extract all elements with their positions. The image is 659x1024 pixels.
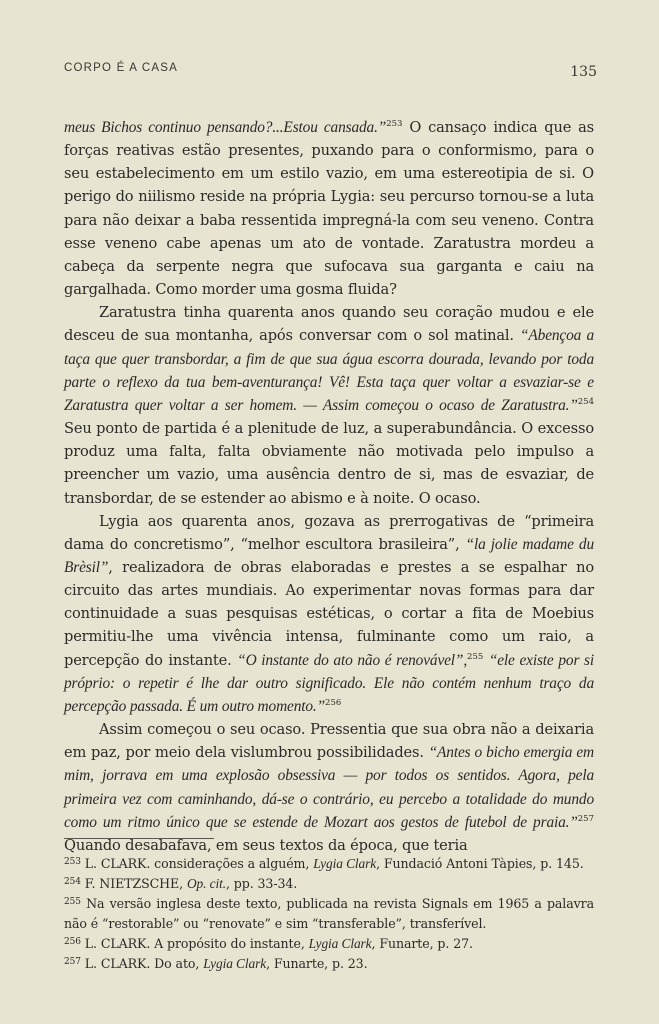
footnote-number: 255 — [64, 897, 81, 907]
text-run: , realizadora de obras elaboradas e prestes a se espalhar no circuito das artes mundiais. Ao experimentar novas formas para dar continuidade a suas pesquisas estéticas, o cortar a fita de Moebius permitiu-lhe uma vivência intensa, fulminante como um raio, a percepção do instante. — [64, 558, 594, 669]
footnote — [64, 874, 594, 894]
running-head: CORPO É A CASA — [64, 62, 178, 74]
footnote — [64, 954, 594, 974]
text-run: L. CLARK. A propósito do instante, — [80, 936, 309, 951]
text-run: Seu ponto de partida é a plenitude de luz, a superabundância. O excesso produz uma falta, falta obviamente não motivada pelo impulso a preencher um vazio, uma ausência dentro de si, mas de esvaziar, de transbordar, de se estender ao abismo e à noite. O ocaso. — [64, 420, 594, 507]
text-run: Na versão inglesa deste texto, publicada na revista Signals em 1965 a palavra não é “restorable” ou “renovate” e sim “transferable”, transferível. — [64, 896, 594, 931]
text-run: , Funarte, p. 27. — [371, 936, 473, 951]
paragraph — [64, 718, 594, 857]
paragraph — [64, 510, 594, 718]
footnote-number: 257 — [64, 957, 81, 967]
text-run: Lygia aos quarenta anos, gozava as prerrogativas de “primeira dama do concretismo”, “melhor escultora brasileira”, — [64, 512, 594, 553]
italic-text: “O instante do ato não é renovável”, — [237, 651, 468, 669]
text-run: , Fundació Antoni Tàpies, p. 145. — [376, 856, 584, 871]
italic-text: Op. cit. — [186, 876, 226, 891]
footnote — [64, 934, 594, 954]
italic-text: Lygia Clark — [203, 956, 267, 971]
footnote-number: 256 — [64, 937, 81, 947]
footnote-ref: 254 — [577, 396, 594, 407]
italic-text: Lygia Clark — [313, 856, 377, 871]
text-run: F. NIETZSCHE, — [80, 876, 187, 891]
footnotes — [64, 854, 594, 974]
italic-text: Lygia Clark — [308, 936, 372, 951]
text-run: L. CLARK. Do ato, — [80, 956, 204, 971]
text-run: O cansaço indica que as forças reativas estão presentes, puxando para o conformismo, para o seu estabelecimento em um estilo vazio, em uma estereotipia de si. O perigo do niilismo reside na própria Lygia: seu percurso tornou-se a luta para não deixar a baba ressentida impregná-la com seu veneno. Contra esse veneno cabe apenas um ato de vontade. Zaratustra mordeu a cabeça da serpente negra que sufocava sua garganta e caiu na gargalhada. Como morder uma gosma fluida? — [64, 119, 595, 299]
footnote-ref: 257 — [577, 813, 594, 824]
footnote-number: 253 — [64, 857, 81, 867]
text-run: Zaratustra tinha quarenta anos quando seu coração mudou e ele desceu de sua montanha, após conversar com o sol matinal. — [64, 304, 594, 345]
footnote-divider — [64, 838, 214, 839]
italic-text: meus Bichos continuo pensando?...Estou cansada.” — [64, 119, 387, 136]
footnote — [64, 854, 594, 874]
italic-text: “Abençoa a taça que quer transbordar, a fim de que sua água escorra dourada, levando por toda parte o reflexo da tua bem-aventurança! Vê! Esta taça quer voltar a esvaziar-se e Zaratustra quer voltar a ser homem. — Assim começou o ocaso de Zaratustra.” — [64, 327, 594, 414]
paragraph — [64, 301, 594, 509]
footnote-number: 254 — [64, 877, 81, 887]
page-number: 135 — [570, 64, 597, 80]
body-text — [64, 116, 594, 857]
text-run: , pp. 33-34. — [225, 876, 298, 891]
text-run: Assim começou o seu ocaso. Pressentia que sua obra não a deixaria em paz, por meio dela vislumbrou possibilidades. — [64, 721, 594, 762]
text-run: L. CLARK. considerações a alguém, — [80, 856, 314, 871]
text-run: Quando desabafava, em seus textos da época, que teria — [64, 836, 468, 854]
italic-text: “la jolie madame du Brèsil” — [64, 535, 594, 576]
footnote-ref: 253 — [386, 119, 403, 129]
page-header — [64, 62, 597, 82]
italic-text: “ele existe por si próprio: o repetir é lhe dar outro significado. Ele não contém nenhum traço da percepção passada. É um outro momento.” — [64, 651, 594, 715]
paragraph — [64, 116, 594, 301]
footnote-ref: 255 — [467, 651, 484, 662]
text-run: , Funarte, p. 23. — [266, 956, 368, 971]
italic-text: “Antes o bicho emergia em mim, jorrava em uma explosão obsessiva — por todos os sentidos. Agora, pela primeira vez com caminhando, dá-se o contrário, eu percebo a totalidade do mundo como um ritmo único que se estende de Mozart aos gestos de futebol de praia.” — [64, 744, 594, 831]
footnote-ref: 256 — [325, 697, 342, 708]
footnote — [64, 894, 594, 934]
